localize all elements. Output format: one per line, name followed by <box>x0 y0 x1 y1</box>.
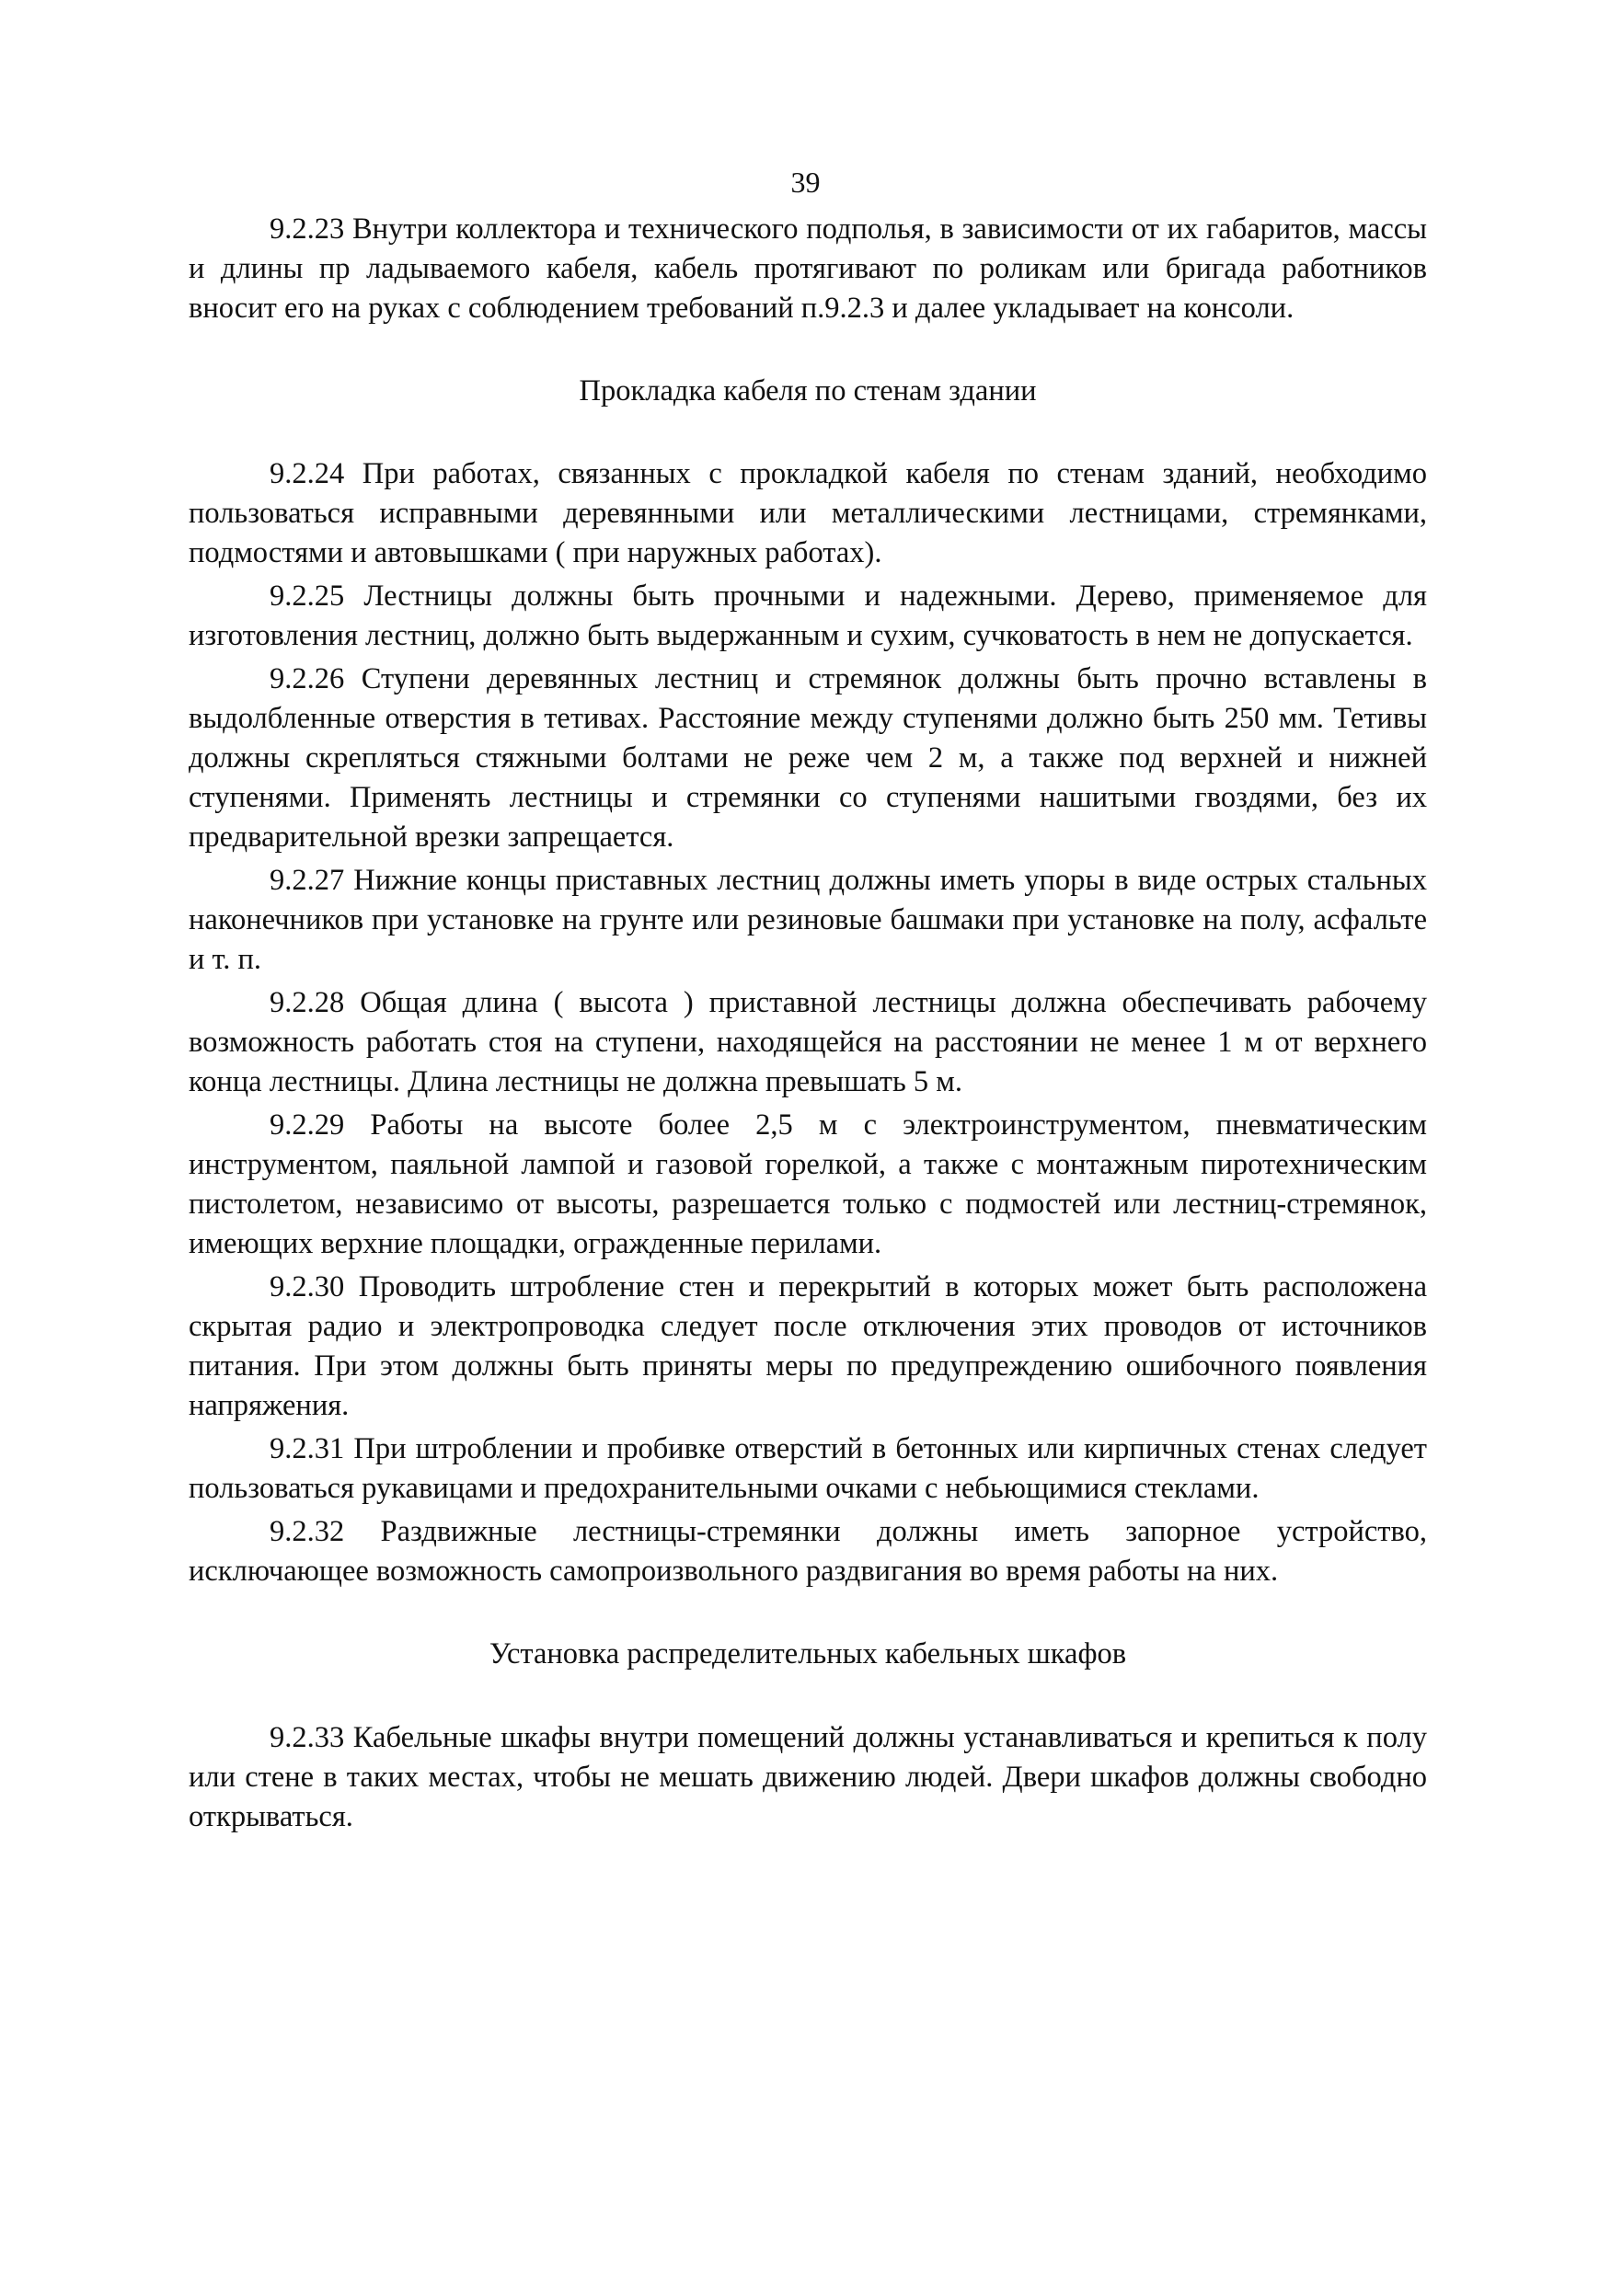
paragraph-9-2-28: 9.2.28 Общая длина ( высота ) приставной лестницы должна обеспечивать рабочему возможность работать стоя на ступени, находящейся на расстоянии не менее 1 м от верхнего конца лестницы. Длина лестницы не должна превышать 5 м. <box>189 986 1427 1098</box>
section-heading-walls: Прокладка кабеля по стенам здании <box>579 374 1037 408</box>
paragraph-9-2-23: 9.2.23 Внутри коллектора и технического подполья, в зависимости от их габаритов, массы и длины пр ладываемого кабеля, кабель протягивают по роликам или бригада работников вносит его на руках с соблюдением требований п.9.2.3 и далее укладывает на консоли. <box>189 212 1427 325</box>
paragraph-9-2-32: 9.2.32 Раздвижные лестницы-стремянки должны иметь запорное устройство, исключающее возможность самопроизвольного раздвигания во время работы на них. <box>189 1515 1427 1588</box>
paragraph-9-2-30: 9.2.30 Проводить штробление стен и перекрытий в которых может быть расположена скрытая радио и электропроводка следует после отключения этих проводов от источников питания. При этом должны быть приняты меры по предупреждению ошибочного появления напряжения. <box>189 1270 1427 1422</box>
page-number: 39 <box>790 166 821 199</box>
paragraph-9-2-24: 9.2.24 При работах, связанных с прокладкой кабеля по стенам зданий, необходимо пользоваться исправными деревянными или металлическими лестницами, стремянками, подмостями и автовышками ( при наружных работах). <box>189 457 1427 569</box>
paragraph-9-2-26: 9.2.26 Ступени деревянных лестниц и стремянок должны быть прочно вставлены в выдолбленные отверстия в тетивах. Расстояние между ступенями должно быть 250 мм. Тетивы должны скрепляться стяжными болтами не реже чем 2 м, а также под верхней и нижней ступенями. Применять лестницы и стремянки со ступенями нашитыми гвоздями, без их предварительной врезки запрещается. <box>189 662 1427 854</box>
paragraph-9-2-33: 9.2.33 Кабельные шкафы внутри помещений должны устанавливаться и крепиться к полу или стене в таких местах, чтобы не мешать движению людей. Двери шкафов должны свободно открываться. <box>189 1721 1427 1833</box>
paragraph-9-2-31: 9.2.31 При штроблении и пробивке отверстий в бетонных или кирпичных стенах следует пользоваться рукавицами и предохранительными очками с небьющимися стеклами. <box>189 1432 1427 1505</box>
paragraph-9-2-25: 9.2.25 Лестницы должны быть прочными и надежными. Дерево, применяемое для изготовления лестниц, должно быть выдержанным и сухим, сучковатость в нем не допускается. <box>189 580 1427 652</box>
paragraph-9-2-29: 9.2.29 Работы на высоте более 2,5 м с электроинструментом, пневматическим инструментом, паяльной лампой и газовой горелкой, а также с монтажным пиротехническим пистолетом, независимо от высоты, разрешается только с подмостей или лестниц-стремянок, имеющих верхние площадки, огражденные перилами. <box>189 1108 1427 1260</box>
section-heading-cabinets: Установка распределительных кабельных шкафов <box>489 1637 1127 1670</box>
paragraph-9-2-27: 9.2.27 Нижние концы приставных лестниц должны иметь упоры в виде острых стальных наконечников при установке на грунте или резиновые башмаки при установке на полу, асфальте и т. п. <box>189 864 1427 976</box>
page-content <box>189 210 1427 1837</box>
